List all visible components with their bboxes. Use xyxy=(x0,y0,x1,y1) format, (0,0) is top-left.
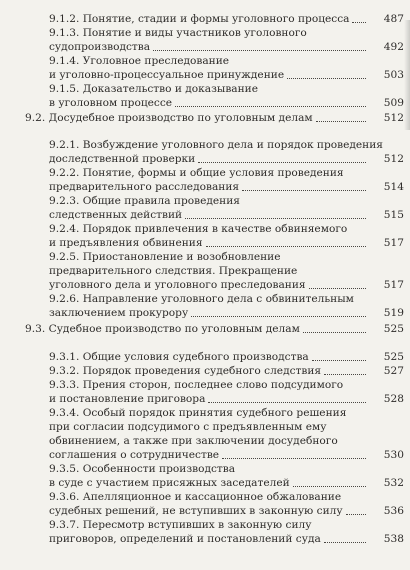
toc-entry-text: 9.2.5. Приостановление и возобновление xyxy=(49,251,281,263)
toc-entry-text: судебных решений, не вступивших в законную силу xyxy=(49,505,343,517)
dot-leader xyxy=(346,514,366,515)
page-number: 517 xyxy=(383,237,404,249)
toc-entry-text: 9.1.3. Понятие и виды участников уголовного xyxy=(49,27,307,39)
page-number: 512 xyxy=(383,112,404,124)
toc-entry-text: 9.3.4. Особый порядок принятия судебного решения xyxy=(49,407,347,419)
page-number: 519 xyxy=(383,307,404,319)
toc-entry-text: при согласии подсудимого с предъявленным ему xyxy=(49,421,327,433)
dot-leader xyxy=(324,374,366,375)
page-number: 527 xyxy=(383,365,404,377)
toc-entry-text: 9.2.4. Порядок привлечения в качестве обвиняемого xyxy=(49,223,348,235)
toc-entry-text: 9.3. Судебное производство по уголовным делам xyxy=(25,323,300,335)
toc-entry-text: 9.3.5. Особенности производства xyxy=(49,463,236,475)
dot-leader xyxy=(185,218,366,219)
dot-leader xyxy=(324,542,366,543)
toc-entry-text: 9.2.2. Понятие, формы и общие условия проведения xyxy=(49,167,344,179)
page-number: 538 xyxy=(383,533,404,545)
toc-entry-text: и предъявления обвинения xyxy=(49,237,203,249)
toc-entry-text: 9.3.3. Прения сторон, последнее слово подсудимого xyxy=(49,379,344,391)
toc-entry-text: и постановление приговора xyxy=(49,393,206,405)
toc-entry-text: 9.3.1. Общие условия судебного производства xyxy=(49,351,309,363)
dot-leader xyxy=(316,121,366,122)
toc-entry-text: в уголовном процессе xyxy=(49,97,173,109)
dot-leader xyxy=(153,50,366,51)
toc-entry-text: 9.2.1. Возбуждение уголовного дела и порядок проведения xyxy=(49,139,383,151)
dot-leader xyxy=(293,486,366,487)
page-number: 525 xyxy=(383,351,404,363)
toc-entry-text: 9.3.2. Порядок проведения судебного следствия xyxy=(49,365,322,377)
page-number: 525 xyxy=(383,323,404,335)
dot-leader xyxy=(312,360,366,361)
dot-leader xyxy=(206,246,366,247)
toc-entry-text: приговоров, определений и постановлений суда xyxy=(49,533,321,545)
dot-leader xyxy=(303,332,366,333)
toc-entry-text: предварительного расследования xyxy=(49,181,240,193)
toc-entry-text: 9.2.3. Общие правила проведения xyxy=(49,195,240,207)
dot-leader xyxy=(287,78,366,79)
toc-entry-text: в суде с участием присяжных заседателей xyxy=(49,477,290,489)
dot-leader xyxy=(175,106,366,107)
toc-entry-text: доследственной проверки xyxy=(49,153,196,165)
page-edge-shadow xyxy=(404,20,410,130)
page-number: 517 xyxy=(383,279,404,291)
toc-entry-text: 9.1.2. Понятие, стадии и формы уголовного процесса xyxy=(49,13,350,25)
dot-leader xyxy=(222,458,366,459)
page-number: 503 xyxy=(383,69,404,81)
toc-entry-text: предварительного следствия. Прекращение xyxy=(49,265,298,277)
page-number: 509 xyxy=(383,97,404,109)
toc-entry-text: 9.3.7. Пересмотр вступивших в законную силу xyxy=(49,519,312,531)
page-number: 512 xyxy=(383,153,404,165)
dot-leader xyxy=(198,162,366,163)
toc-entry-text: обвинением, а также при заключении досудебного xyxy=(49,435,338,447)
toc-entry-text: 9.2. Досудебное производство по уголовным делам xyxy=(25,112,313,124)
toc-entry-text: уголовного дела и уголовного преследования xyxy=(49,279,306,291)
toc-entry-text: заключением прокурору xyxy=(49,307,189,319)
page-number: 536 xyxy=(383,505,404,517)
page-number: 487 xyxy=(383,13,404,25)
dot-leader xyxy=(309,288,366,289)
toc-entry-text: судопроизводства xyxy=(49,41,151,53)
page-number: 492 xyxy=(383,41,404,53)
toc-entry-text: 9.1.5. Доказательство и доказывание xyxy=(49,83,258,95)
toc-entry-text: и уголовно-процессуальное принуждение xyxy=(49,69,285,81)
page-number: 532 xyxy=(383,477,404,489)
page-number: 528 xyxy=(383,393,404,405)
page-number: 530 xyxy=(383,449,404,461)
dot-leader xyxy=(242,190,366,191)
page-number: 514 xyxy=(383,181,404,193)
page-number: 515 xyxy=(383,209,404,221)
toc-entry-text: соглашения о сотрудничестве xyxy=(49,449,220,461)
toc-entry-text: следственных действий xyxy=(49,209,183,221)
toc-entry-text: 9.3.6. Апелляционное и кассационное обжалование xyxy=(49,491,342,503)
dot-leader xyxy=(208,402,366,403)
dot-leader xyxy=(191,316,366,317)
toc-entry-text: 9.2.6. Направление уголовного дела с обвинительным xyxy=(49,293,354,305)
toc-entry-text: 9.1.4. Уголовное преследование xyxy=(49,55,230,67)
